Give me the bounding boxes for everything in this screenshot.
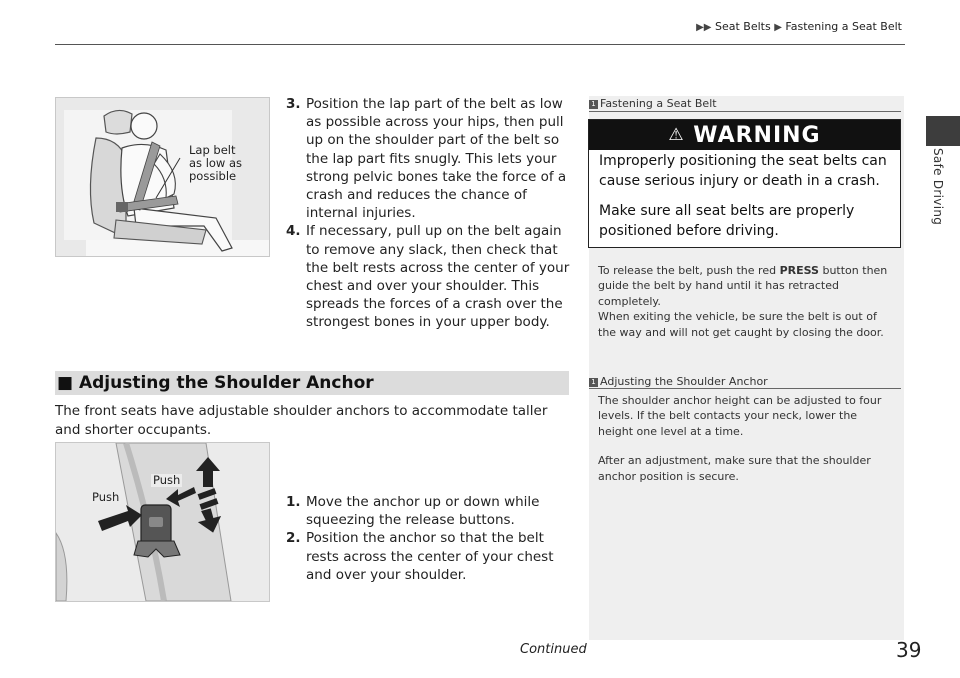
press-button-label: PRESS (779, 264, 819, 277)
breadcrumb-item-fastening[interactable]: Fastening a Seat Belt (785, 20, 902, 33)
fastening-steps-list (286, 95, 576, 332)
step-number: 3. (286, 96, 301, 112)
list-item (286, 222, 576, 331)
note-marker-icon: 1 (589, 378, 598, 387)
warning-header (589, 120, 900, 150)
page-number: 39 (896, 638, 922, 662)
warning-box (588, 119, 901, 248)
header-divider (55, 44, 905, 45)
lap-belt-callout: Lap belt as low as possible (189, 143, 243, 183)
warning-triangle-icon: ⚠ (668, 125, 685, 145)
list-item (286, 95, 576, 222)
section-intro: The front seats have adjustable shoulder anchors to accommodate taller and shorter occupants. (55, 403, 548, 438)
continued-label: Continued (520, 642, 587, 657)
note-divider (589, 388, 901, 389)
note-divider (589, 111, 901, 112)
breadcrumb-arrow-icon: ▶ (774, 22, 782, 33)
section-square-icon: ■ (57, 373, 74, 393)
warning-text (599, 151, 891, 251)
step-number: 2. (286, 530, 301, 547)
note-paragraph: The shoulder anchor height can be adjusted to four levels. If the belt contacts your neck, lower the height one level at a time. (598, 394, 882, 438)
warning-title: WARNING (693, 123, 821, 148)
push-callout-top: Push (153, 473, 181, 487)
note-paragraph: After an adjustment, make sure that the shoulder anchor position is secure. (598, 454, 871, 483)
push-callout-left: Push (92, 490, 120, 504)
note-body-fastening (598, 263, 898, 340)
anchor-steps-list (286, 493, 566, 584)
section-title: ■ Adjusting the Shoulder Anchor (57, 373, 374, 393)
breadcrumb (516, 20, 902, 33)
breadcrumb-item-seat-belts[interactable]: Seat Belts (715, 20, 771, 33)
note-heading-shoulder-anchor: 1 Adjusting the Shoulder Anchor (589, 375, 768, 388)
note-marker-icon: 1 (589, 100, 598, 109)
list-item (286, 529, 566, 584)
chapter-tab[interactable] (926, 116, 960, 146)
note-body-shoulder-anchor (598, 393, 894, 484)
step-text: Position the lap part of the belt as low as possible across your hips, then pull up on the shoulder part of the belt so the lap part fits snugly. This lets your strong pelvic bones take the force of a crash and reduces the chance of internal injuries. (306, 96, 567, 222)
step-text: If necessary, pull up on the belt again to remove any slack, then check that the belt rests across the center of your chest and over your shoulder. This spreads the forces of a crash over the strongest bones in your upper body. (306, 223, 570, 331)
warning-paragraph: Improperly positioning the seat belts can cause serious injury or death in a crash. (599, 153, 887, 189)
list-item (286, 493, 566, 529)
note-paragraph: When exiting the vehicle, be sure the belt is out of the way and will not get caught by closing the door. (598, 310, 884, 339)
step-text: Position the anchor so that the belt rests across the center of your chest and over your shoulder. (306, 530, 554, 583)
section-heading-bar (55, 371, 569, 395)
step-number: 4. (286, 223, 301, 240)
shoulder-anchor-illustration (55, 442, 270, 602)
step-number: 1. (286, 494, 301, 510)
shoulder-anchor-drawing (56, 443, 269, 601)
chapter-label: Safe Driving (931, 148, 945, 226)
warning-paragraph: Make sure all seat belts are properly positioned before driving. (599, 203, 855, 239)
step-text: Move the anchor up or down while squeezing the release buttons. (306, 494, 540, 529)
note-paragraph: To release the belt, push the red PRESS button then guide the belt by hand until it has retracted completely. (598, 264, 888, 308)
note-heading-fastening: 1 Fastening a Seat Belt (589, 97, 717, 110)
breadcrumb-arrow-icon: ▶▶ (696, 22, 712, 33)
lap-belt-illustration (55, 97, 270, 257)
